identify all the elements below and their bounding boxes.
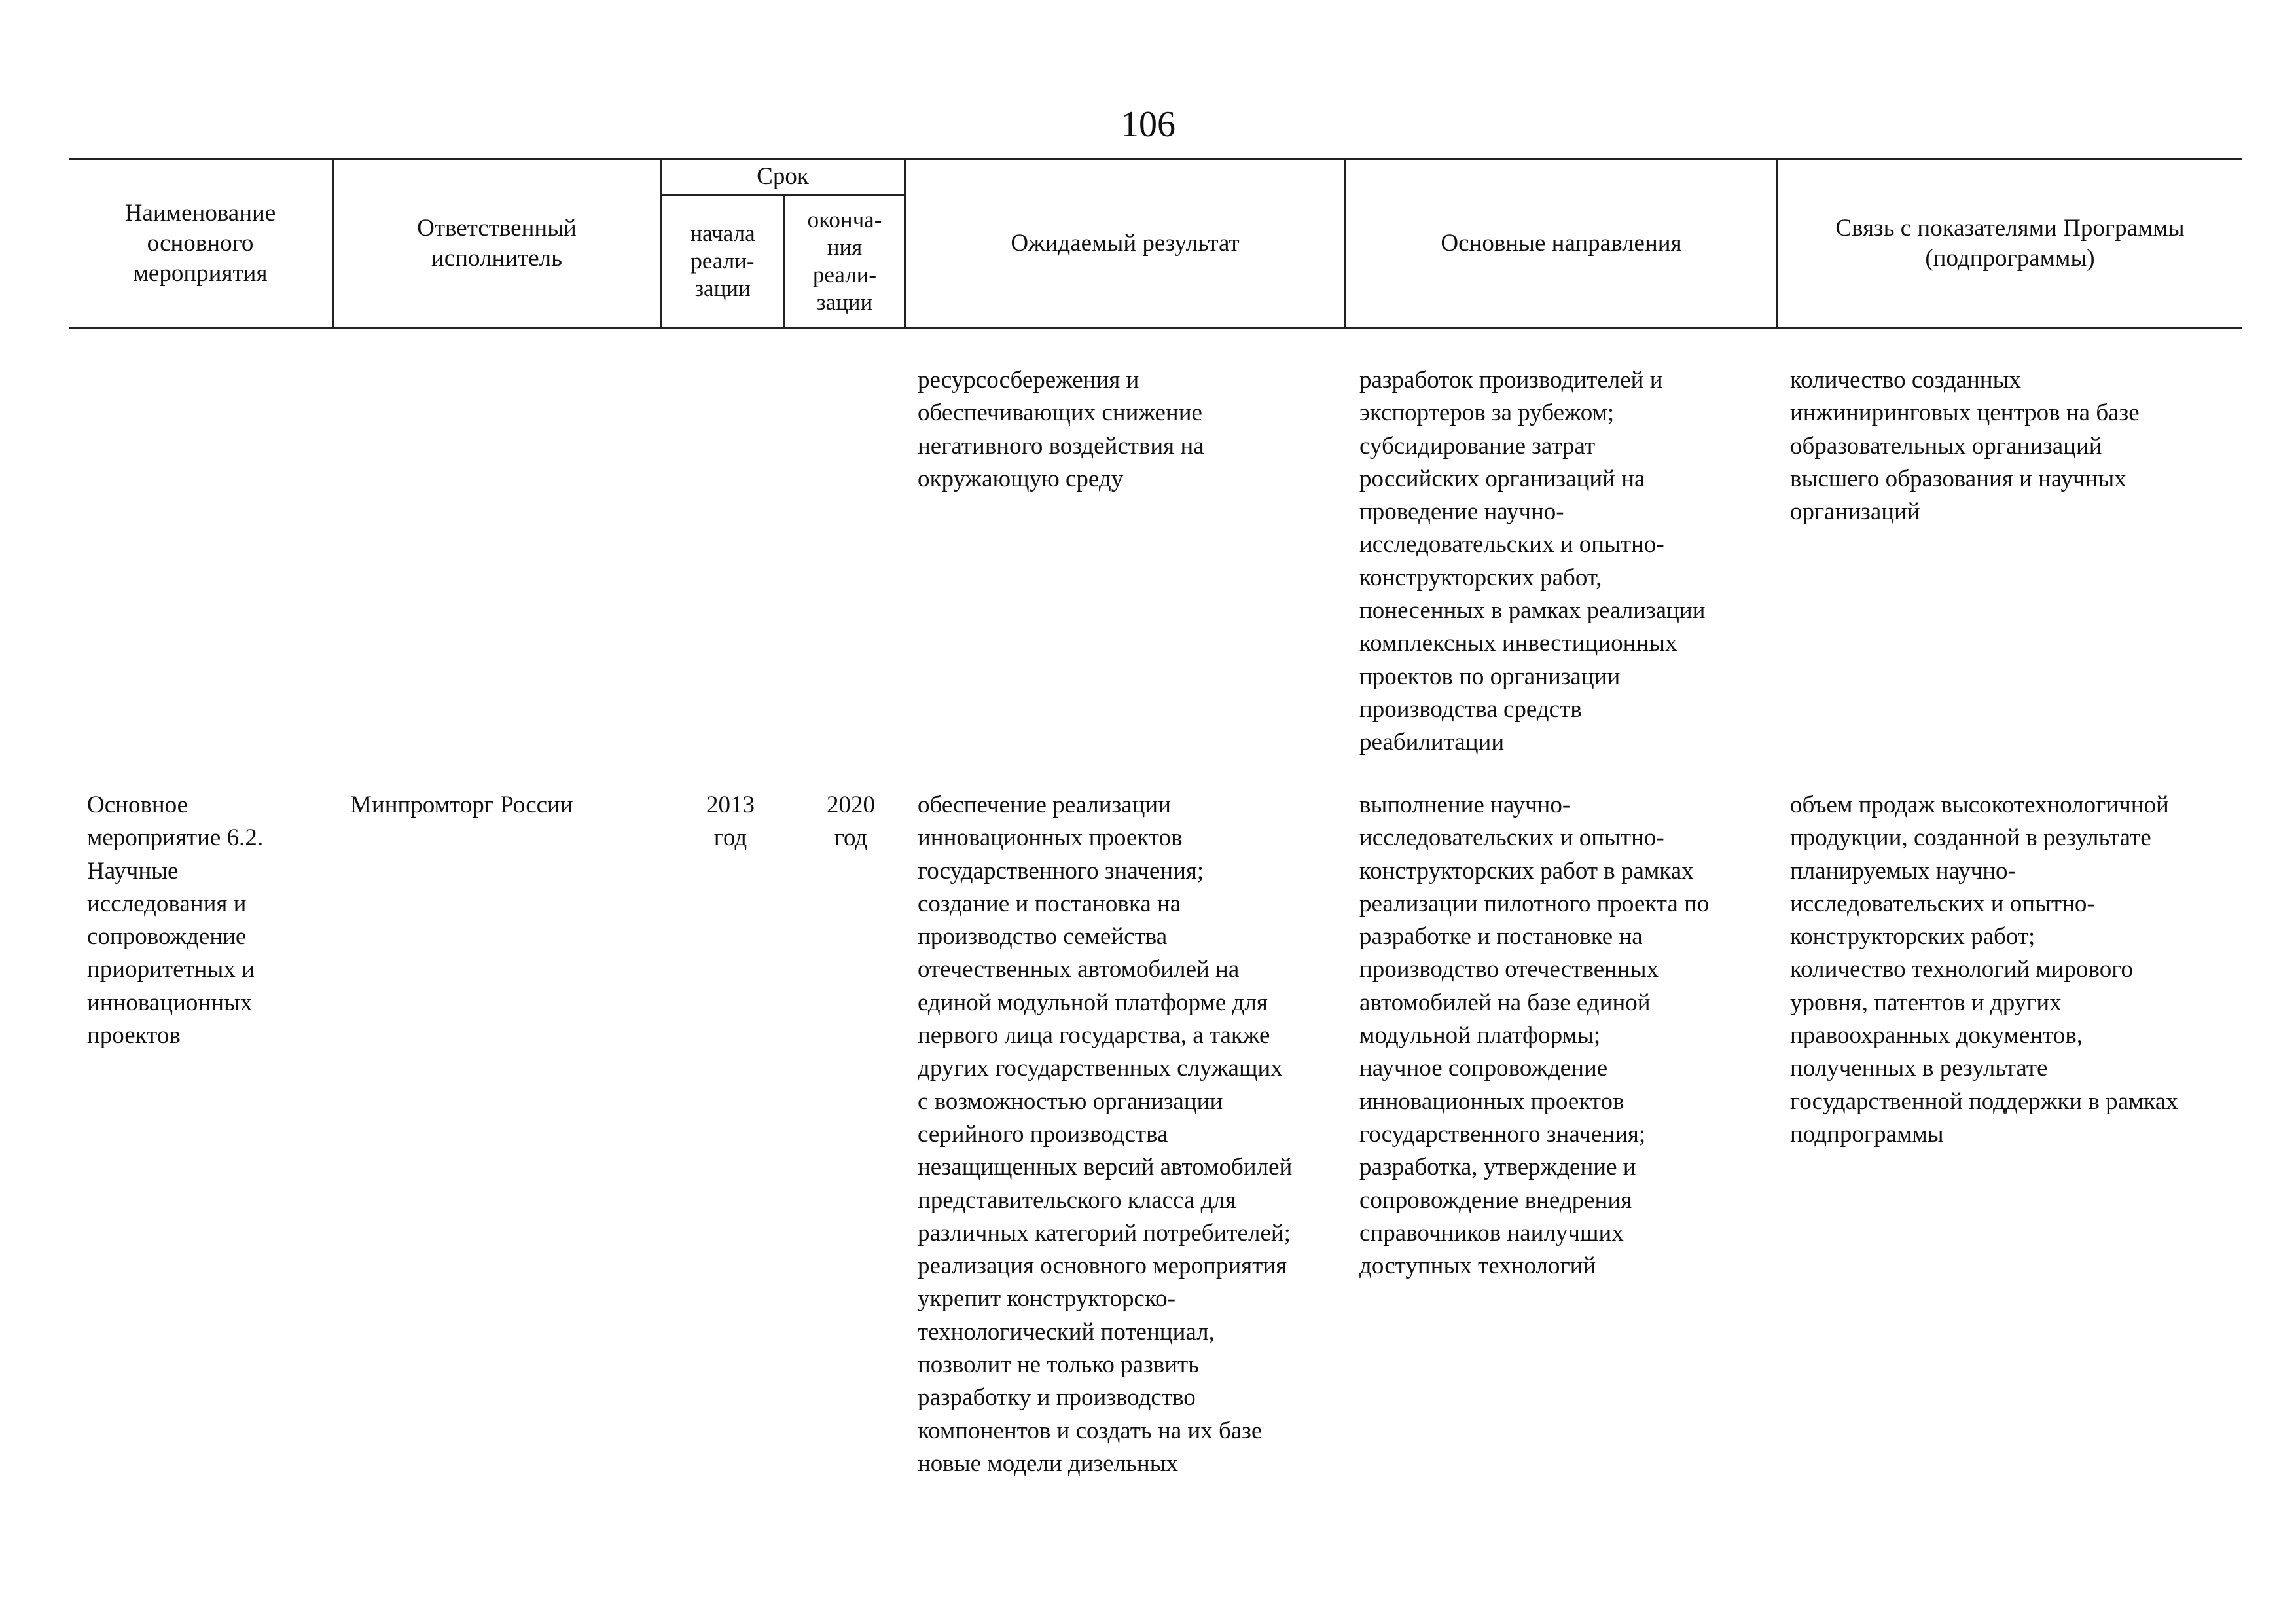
header-directions: Основные направления: [1441, 229, 1682, 257]
row2-name: Основное мероприятие 6.2. Научные исследования и сопровождение приоритетных и инновационных проектов: [87, 792, 264, 1049]
header-term: Срок: [757, 163, 809, 190]
header-bottom-rule: [69, 327, 2242, 329]
header-end: оконча- ния реали- зации: [807, 207, 882, 315]
row1-result: ресурсосбережения и обеспечивающих снижение негативного воздействия на окружающую среду: [918, 367, 1204, 492]
header-link: Связь с показателями Программы (подпрограммы): [1835, 214, 2185, 272]
row2-end: 2020 год: [827, 792, 875, 852]
row2-result: обеспечение реализации инновационных проектов государственного значения; создание и постановка на производство семейства отечественных автомобилей на единой модульной платформе для первого лица государства, а также других государственных служащих с возможностью организации серийного производства незащищенных версий автомобилей представительского класса для различных категорий потребителей; реализация основного мероприятия укрепит конструкторско- технологический потенциал, позволит не только развить разработку и производство компонентов и создать на их базе новые модели дизельных: [918, 792, 1293, 1477]
row2-executor: Минпромторг России: [350, 792, 573, 818]
header-start: начала реали- зации: [690, 221, 755, 301]
row1-directions: разработок производителей и экспортеров за рубежом; субсидирование затрат российских организаций на проведение научно- исследовательских и опытно- конструкторских работ, понесенных в рамках реализации комплексных инвестиционных проектов по организации производства средств реабилитации: [1359, 367, 1706, 756]
row2-directions: выполнение научно- исследовательских и опытно- конструкторских работ в рамках реализации пилотного проекта по разработке и постановке на производство отечественных автомобилей на базе единой модульной платформы; научное сопровождение инновационных проектов государственного значения; разработка, утверждение и сопровождение внедрения справочников наилучших доступных технологий: [1359, 792, 1710, 1280]
row2-link: объем продаж высокотехнологичной продукции, созданной в результате планируемых научно- исследовательских и опытно- конструкторских работ; количество технологий мирового уровня, патентов и других правоохранных документов, полученных в результате государственной поддержки в рамках подпрограммы: [1790, 792, 2178, 1148]
header-executor: Ответственный исполнитель: [417, 214, 577, 272]
header-result: Ожидаемый результат: [1011, 229, 1240, 257]
header-name: Наименование основного мероприятия: [124, 199, 276, 287]
row1-link: количество созданных инжиниринговых центров на базе образовательных организаций высшего образования и научных организаций: [1790, 367, 2140, 526]
page-number: 106: [1121, 104, 1175, 145]
row2-start: 2013 год: [706, 792, 755, 852]
